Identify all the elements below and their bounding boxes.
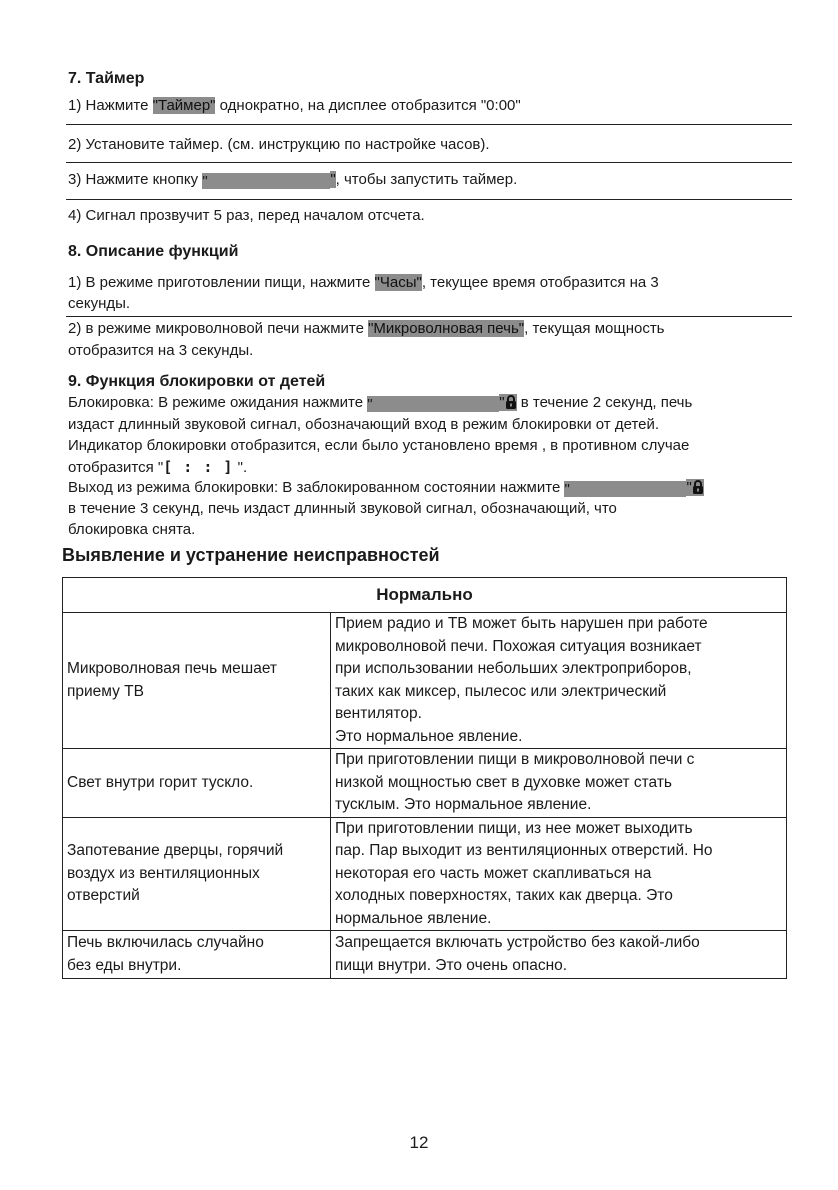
clock-button-label: "Часы" <box>374 274 422 291</box>
divider <box>66 162 792 163</box>
table-row <box>63 613 787 749</box>
lock-icon <box>505 395 517 409</box>
functions-p1-line2: секунды. <box>68 295 131 312</box>
problem-cell: Запотевание дверцы, горячий воздух из вентиляционных отверстий <box>63 817 331 931</box>
timer-step-2: 2) Установите таймер. (см. инструкцию по настройке часов). <box>68 136 490 153</box>
explanation-cell: При приготовлении пищи, из нее может выходить пар. Пар выходит из вентиляционных отверстий. Но некоторая его часть может скапливаться на холодных поверхностях, таких как дверца. Это нормальное явление. <box>331 817 787 931</box>
stop-button-label-box-2: " <box>564 481 686 497</box>
functions-p1: 1) В режиме приготовлении пищи, нажмите "Часы", текущее время отобразится на 3 <box>68 274 659 291</box>
explanation-cell: Запрещается включать устройство без какой-либо пищи внутри. Это очень опасно. <box>331 931 787 979</box>
divider <box>66 316 792 317</box>
table-row <box>63 817 787 931</box>
childlock-line-6: в течение 3 секунд, печь издаст длинный звуковой сигнал, обозначающий, что <box>68 500 617 517</box>
start-button-label-box: " <box>202 173 330 189</box>
table-row <box>63 749 787 818</box>
microwave-button-label: "Микроволновая печь" <box>368 320 525 337</box>
timer-heading: 7. Таймер <box>68 70 145 87</box>
table-header: Нормально <box>63 578 787 613</box>
functions-heading: 8. Описание функций <box>68 243 239 260</box>
functions-p2-line2: отобразится на 3 секунды. <box>68 342 254 359</box>
table-row <box>63 931 787 979</box>
divider <box>66 124 792 125</box>
functions-p2: 2) в режиме микроволновой печи нажмите "Микроволновая печь", текущая мощность <box>68 320 665 337</box>
lock-display-indicator: [ : : ] <box>163 458 234 476</box>
childlock-line-4: отобразится "[ : : ] ". <box>68 458 248 476</box>
timer-step-4: 4) Сигнал прозвучит 5 раз, перед началом отсчета. <box>68 207 425 224</box>
troubleshooting-table <box>62 577 787 979</box>
childlock-line-3: Индикатор блокировки отобразится, если было установлено время , в противном случае <box>68 437 690 454</box>
childlock-heading: 9. Функция блокировки от детей <box>68 373 326 390</box>
problem-cell: Микроволновая печь мешает приему ТВ <box>63 613 331 749</box>
explanation-cell: При приготовлении пищи в микроволновой печи с низкой мощностью свет в духовке может стать тусклым. Это нормальное явление. <box>331 749 787 818</box>
problem-cell: Свет внутри горит тускло. <box>63 749 331 818</box>
childlock-line-2: издаст длинный звуковой сигнал, обозначающий вход в режим блокировки от детей. <box>68 416 660 433</box>
table-header-row <box>63 578 787 613</box>
stop-button-label-box: " <box>367 396 499 412</box>
page-number: 12 <box>409 1133 429 1152</box>
childlock-line-5: Выход из режима блокировки: В заблокированном состоянии нажмите " " <box>68 479 704 497</box>
explanation-cell: Прием радио и ТВ может быть нарушен при работе микроволновой печи. Похожая ситуация возникает при использовании небольших электроприборов, таких как миксер, пылесос или электрический вентилятор. Это нормальное явление. <box>331 613 787 749</box>
timer-step-3: 3) Нажмите кнопку " ", чтобы запустить таймер. <box>68 171 518 190</box>
divider <box>66 199 792 200</box>
lock-icon <box>692 480 704 494</box>
problem-cell: Печь включилась случайно без еды внутри. <box>63 931 331 979</box>
troubleshooting-title: Выявление и устранение неисправностей <box>62 545 440 565</box>
childlock-line-1: Блокировка: В режиме ожидания нажмите " " в течение 2 секунд, печь <box>68 394 693 413</box>
timer-step-1: 1) Нажмите "Таймер" однократно, на дисплее отобразится "0:00" <box>68 97 521 114</box>
timer-button-label: "Таймер" <box>152 97 216 114</box>
childlock-line-7: блокировка снята. <box>68 521 196 538</box>
